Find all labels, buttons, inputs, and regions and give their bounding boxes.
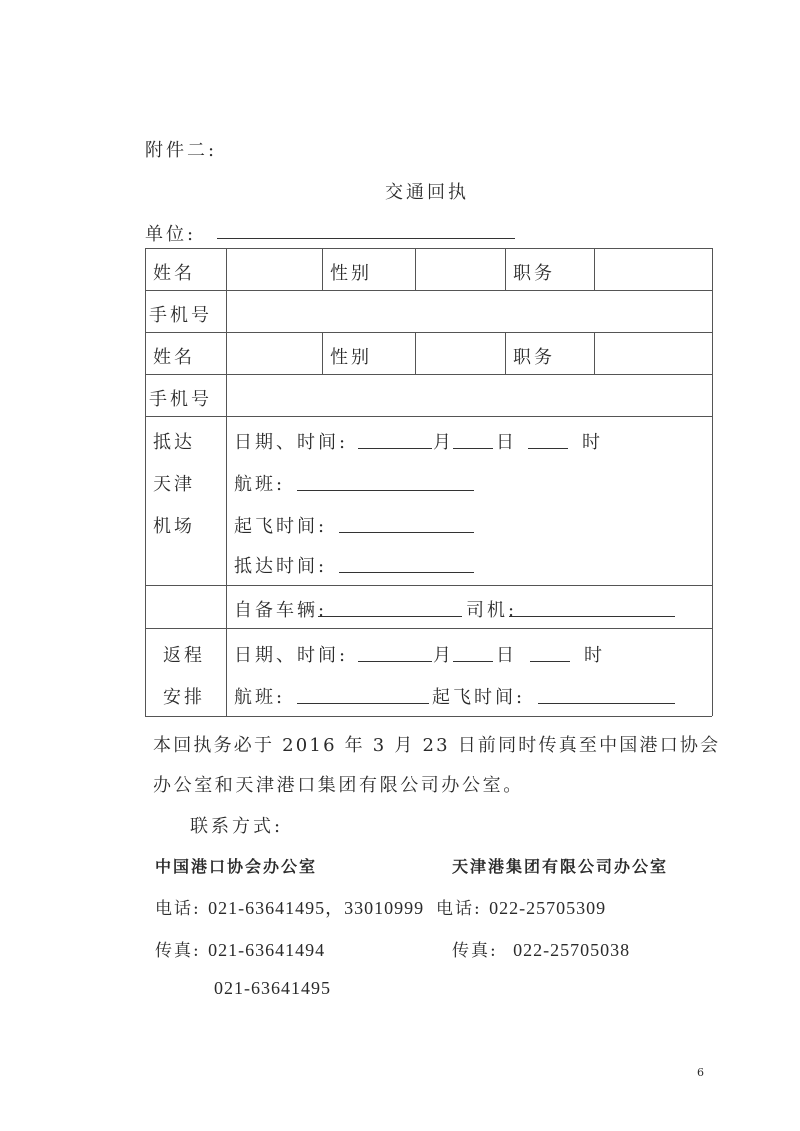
return-departure-time-label: 起飞时间: xyxy=(432,687,526,708)
table-col-divider xyxy=(415,248,416,290)
table-col-divider xyxy=(322,248,323,290)
table-border-right xyxy=(712,248,713,716)
return-row-label: 安排 xyxy=(163,687,205,708)
arrival-departure-time-label: 起飞时间: xyxy=(234,516,328,537)
table-row-divider xyxy=(145,628,712,629)
gender-input[interactable] xyxy=(417,334,504,373)
fax-label: 传真: xyxy=(155,941,201,961)
position-input[interactable] xyxy=(596,334,711,373)
right-fax-number: 022-25705038 xyxy=(513,940,631,960)
arrival-departure-time-input[interactable] xyxy=(339,516,474,533)
phone-label: 手机号 xyxy=(149,389,212,410)
left-fax-number: 021-63641494 xyxy=(208,940,326,960)
own-vehicle-input[interactable] xyxy=(318,600,462,617)
table-row-divider xyxy=(145,416,712,417)
hour-label: 时 xyxy=(584,645,605,666)
name-label: 姓名 xyxy=(153,347,195,368)
name-input[interactable] xyxy=(228,334,321,373)
left-phone-number: 021-63641495，33010999 xyxy=(208,898,425,918)
return-date-time-label: 日期、时间: xyxy=(234,645,349,666)
gender-label: 性别 xyxy=(330,263,372,284)
notice-line-2: 办公室和天津港口集团有限公司办公室。 xyxy=(153,775,524,796)
arrival-flight-input[interactable] xyxy=(297,474,474,491)
arrival-row-label: 机场 xyxy=(153,516,195,537)
return-day-input[interactable] xyxy=(453,645,493,662)
position-label: 职务 xyxy=(513,347,555,368)
hour-label: 时 xyxy=(582,432,603,453)
phone-input[interactable] xyxy=(228,292,711,331)
table-row-divider xyxy=(145,332,712,333)
name-input[interactable] xyxy=(228,250,321,289)
left-fax-row xyxy=(155,936,325,961)
phone-label: 手机号 xyxy=(149,305,212,326)
driver-input[interactable] xyxy=(509,600,675,617)
table-col-divider xyxy=(415,332,416,374)
left-fax-number-2: 021-63641495 xyxy=(214,978,331,998)
page-title: 交通回执 xyxy=(385,182,469,203)
driver-label: 司机: xyxy=(466,600,518,621)
table-row-divider xyxy=(145,290,712,291)
table-col-divider xyxy=(594,332,595,374)
table-border-top xyxy=(145,248,712,249)
arrival-row-label: 抵达 xyxy=(153,432,195,453)
arrival-arrival-time-input[interactable] xyxy=(339,556,474,573)
table-row-divider xyxy=(145,585,712,586)
arrival-arrival-time-label: 抵达时间: xyxy=(234,556,328,577)
return-row-label: 返程 xyxy=(163,645,205,666)
arrival-flight-label: 航班: xyxy=(234,474,286,495)
right-phone-row xyxy=(436,894,606,919)
table-col-divider xyxy=(594,248,595,290)
table-col-divider xyxy=(505,332,506,374)
day-label: 日 xyxy=(496,645,517,666)
return-flight-input[interactable] xyxy=(297,687,429,704)
return-month-input[interactable] xyxy=(358,645,432,662)
phone-label: 电话: xyxy=(436,899,482,919)
name-label: 姓名 xyxy=(153,263,195,284)
table-col-divider xyxy=(505,248,506,290)
table-border-bottom xyxy=(145,716,712,717)
arrival-date-time-label: 日期、时间: xyxy=(234,432,349,453)
unit-label: 单位: xyxy=(145,224,197,245)
right-fax-row xyxy=(452,936,630,961)
gender-input[interactable] xyxy=(417,250,504,289)
month-label: 月 xyxy=(433,432,454,453)
position-label: 职务 xyxy=(513,263,555,284)
left-phone-row xyxy=(155,894,424,920)
arrival-row-label: 天津 xyxy=(153,474,195,495)
table-border-left xyxy=(145,248,146,716)
table-col-divider xyxy=(226,248,227,716)
phone-input[interactable] xyxy=(228,376,711,415)
table-row-divider xyxy=(145,374,712,375)
arrival-day-input[interactable] xyxy=(453,432,493,449)
contact-heading: 联系方式: xyxy=(190,816,284,837)
return-departure-time-input[interactable] xyxy=(538,687,675,704)
day-label: 日 xyxy=(496,432,517,453)
return-hour-input[interactable] xyxy=(530,645,570,662)
arrival-month-input[interactable] xyxy=(358,432,432,449)
month-label: 月 xyxy=(433,645,454,666)
position-input[interactable] xyxy=(596,250,711,289)
arrival-hour-input[interactable] xyxy=(528,432,568,449)
phone-label: 电话: xyxy=(155,899,201,919)
contact-org-left: 中国港口协会办公室 xyxy=(155,857,318,876)
unit-field[interactable] xyxy=(217,224,515,239)
notice-line-1: 本回执务必于 2016 年 3 月 23 日前同时传真至中国港口协会 xyxy=(153,735,721,756)
page-number: 6 xyxy=(697,1066,704,1079)
attachment-label: 附件二: xyxy=(145,140,218,161)
fax-label: 传真: xyxy=(452,941,498,961)
return-flight-label: 航班: xyxy=(234,687,286,708)
right-phone-number: 022-25705309 xyxy=(489,898,607,918)
contact-org-right: 天津港集团有限公司办公室 xyxy=(452,857,669,876)
table-col-divider xyxy=(322,332,323,374)
own-vehicle-label: 自备车辆: xyxy=(234,600,328,621)
gender-label: 性别 xyxy=(330,347,372,368)
